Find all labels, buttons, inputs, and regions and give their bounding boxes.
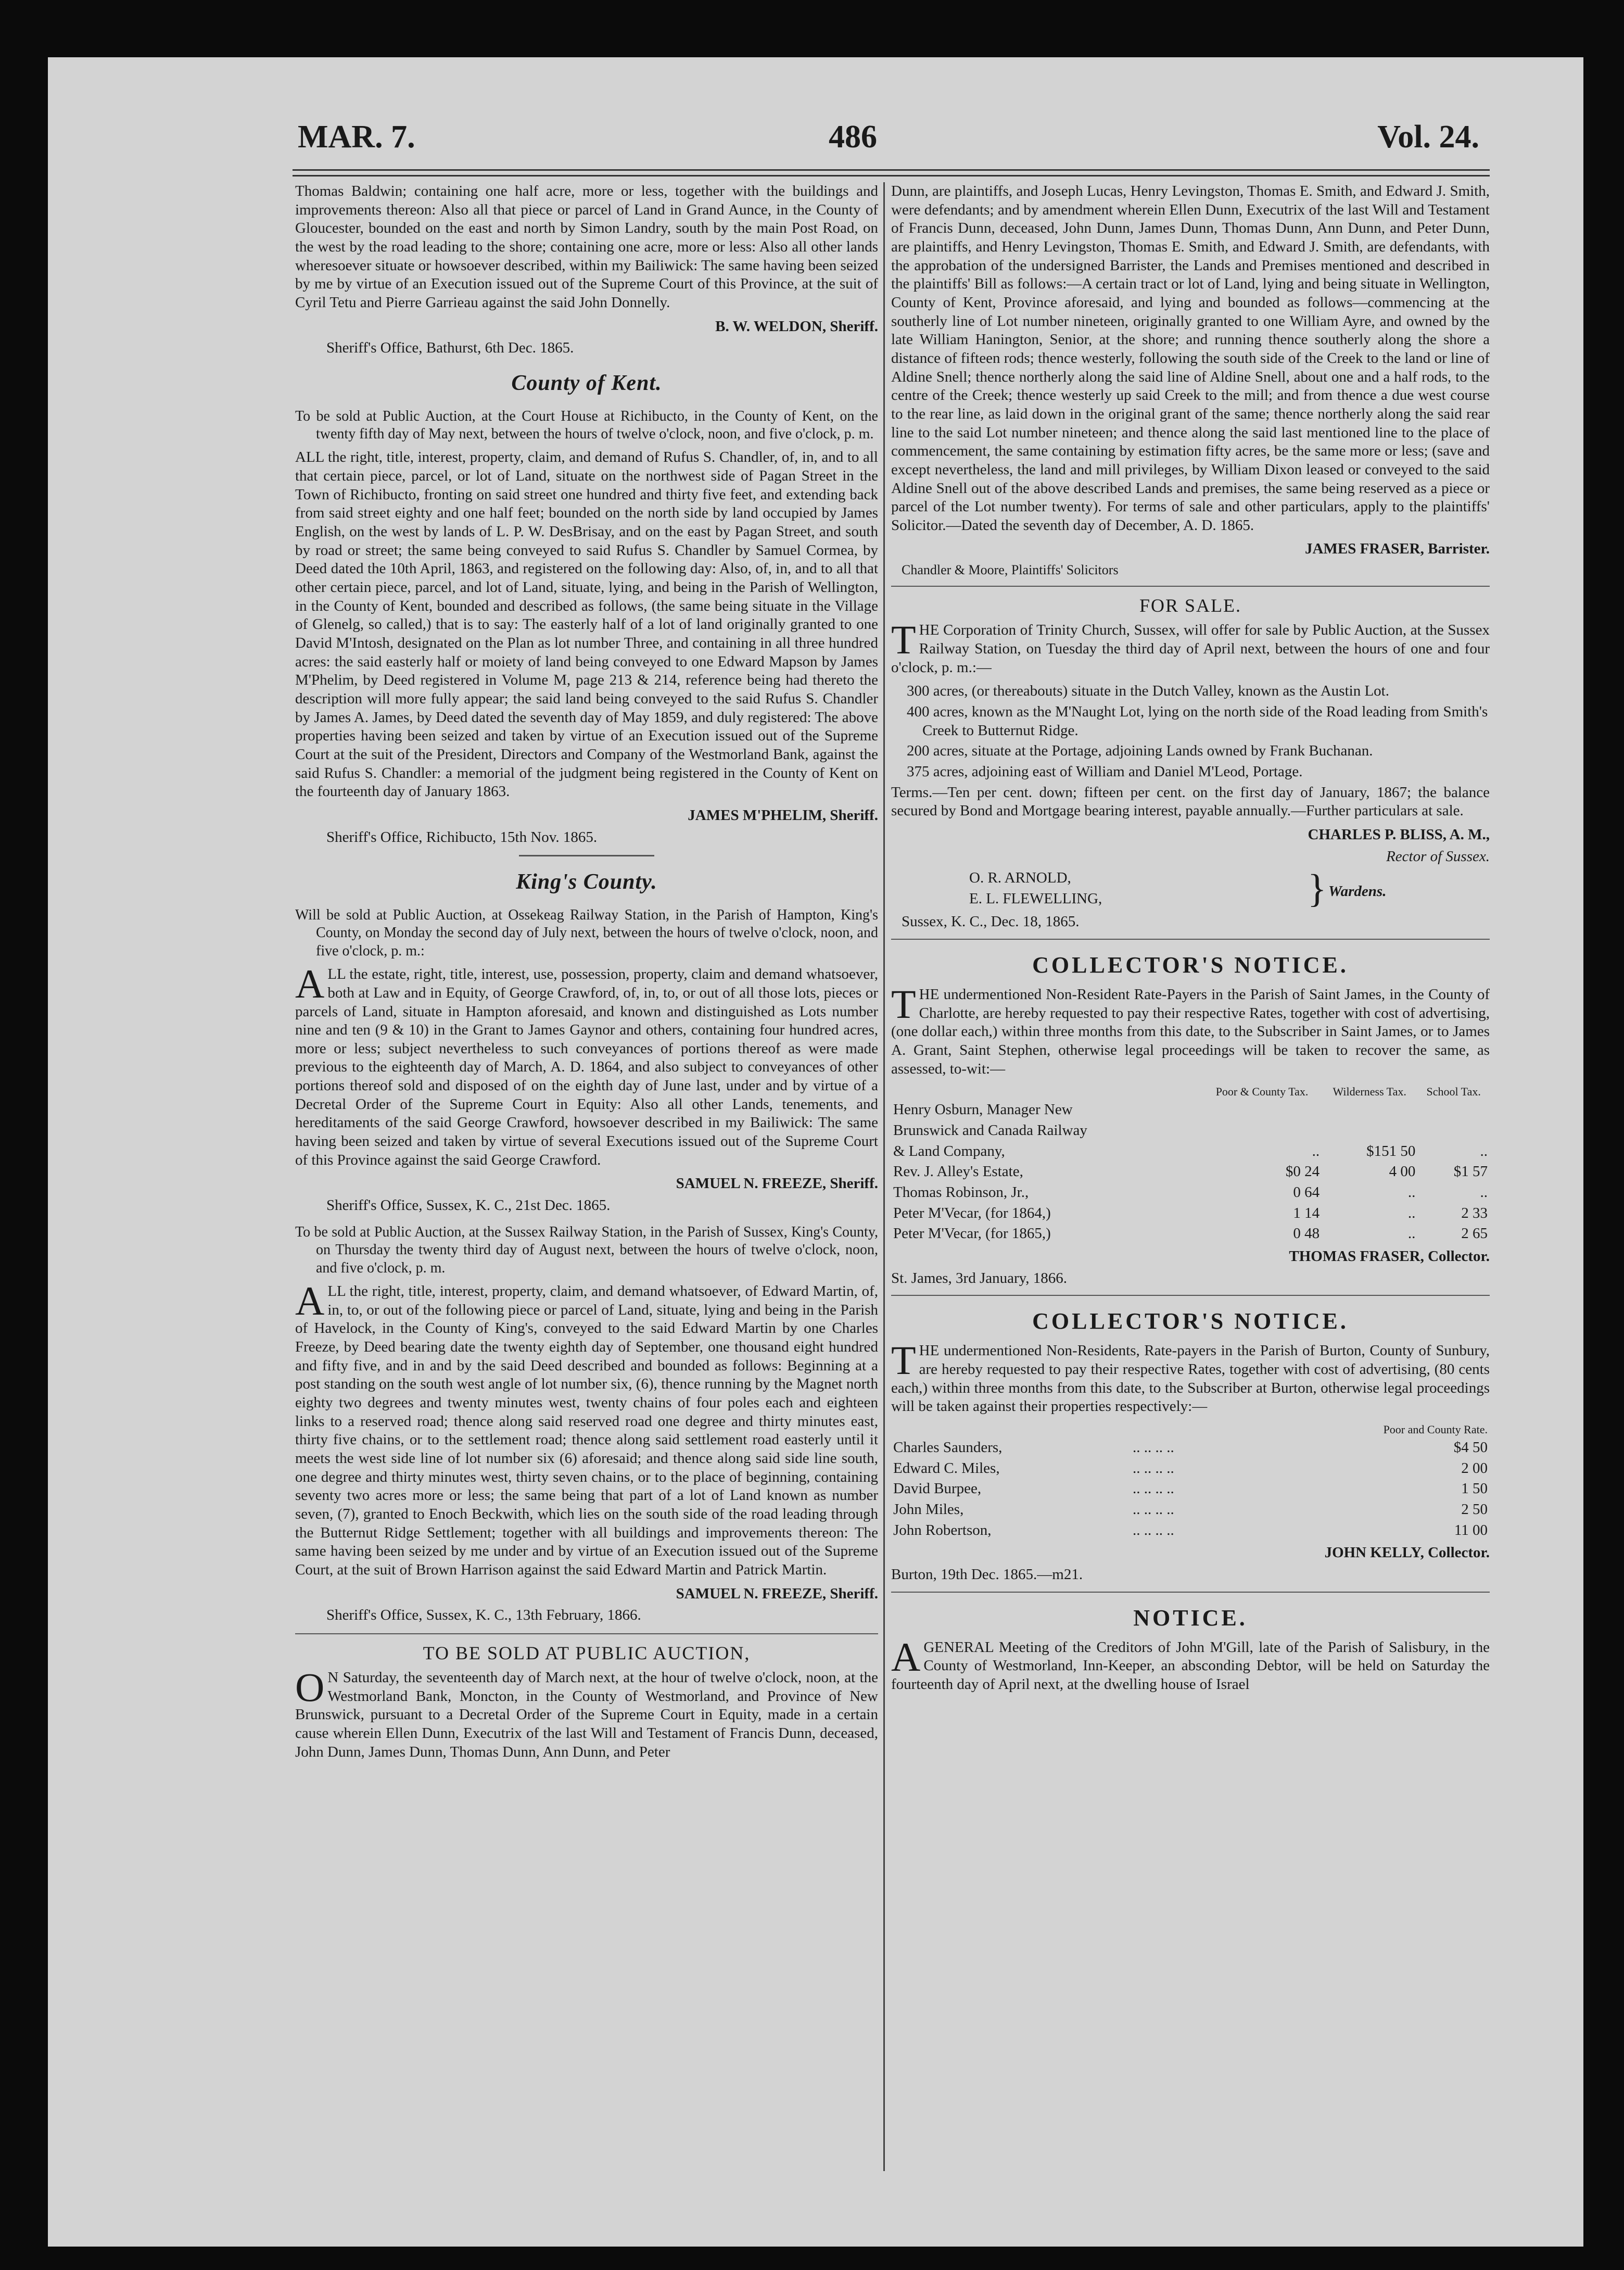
table-cell <box>1417 1120 1490 1141</box>
richibucto-office: Sheriff's Office, Richibucto, 15th Nov. 1865. <box>326 828 598 846</box>
table-cell: 0 48 <box>1293 1225 1320 1242</box>
table-row <box>891 1224 1490 1244</box>
volume-number: Vol. 24. <box>1377 119 1479 155</box>
section-rule <box>295 1633 878 1634</box>
table-cell <box>1322 1120 1417 1141</box>
table-cell: .. .. .. .. <box>1133 1459 1174 1477</box>
table-cell: $4 50 <box>1453 1439 1488 1456</box>
rector-title: Rector of Sussex. <box>1386 848 1490 865</box>
kings-heading: King's County. <box>516 870 657 894</box>
table-cell: 2 65 <box>1461 1225 1488 1242</box>
freeze-signature-1: SAMUEL N. FREEZE, Sheriff. <box>676 1175 878 1192</box>
table-header: Poor and County Rate. <box>1383 1422 1488 1436</box>
wardens-block <box>891 869 1490 913</box>
table-cell <box>1202 1100 1322 1120</box>
section-rule <box>891 1592 1490 1593</box>
collector-notice-heading-1: COLLECTOR'S NOTICE. <box>1032 952 1349 978</box>
section-rule <box>519 855 654 856</box>
table-cell: $0 24 <box>1285 1163 1320 1180</box>
table-cell <box>1417 1100 1490 1120</box>
table-row <box>891 1458 1490 1479</box>
right-column <box>891 182 1490 1699</box>
table-row <box>891 1100 1490 1120</box>
burton-rate-table <box>891 1421 1490 1541</box>
table-cell: & Land Company, <box>893 1142 1005 1159</box>
kings-body-2: ALL the right, title, interest, property, claim, and demand whatsoever, of Edward Martin, of, in, to, or out of the following piece or parcel of Land, situate, lying and being in the Parish of Havelock, in the County of King's, conveyed to the said Edward Martin by one Charles Freeze, by Deed bearing date the twenty eighth day of September, one thousand eight hundred and fifty five, and in and by the said Deed described and bounded as follows: Beginning at a post standing on the south west angle of lot number six, (6), thence running by the Magnet north eighty two degrees and twenty minutes west, twenty chains of four poles each and eighteen links to a reserved road; thence along said reserved road one degree and thirty minutes east, thirty five chains, or to the settlement road; thence along said settlement road easterly until it meets the west side line of lot number six (6) aforesaid; and thence along said side line south, one degree and thirty minutes west, thirty seven chains, or to the place of beginning, containing seventy two acres more or less; the same being that part of a lot of Land known as number seven, (7), granted to Enoch Beckwith, which lies on the south side of the road leading through the Butternut Ridge Settlement; together with all buildings and improvements thereon: The same having been seized by me under and by virtue of an Execution issued out of the Supreme Court, at the suit of Brown Harrison against the said Edward Martin and Patrick Martin. <box>295 1278 878 1578</box>
table-cell: Peter M'Vecar, (for 1865,) <box>893 1225 1051 1242</box>
table-cell: .. .. .. .. <box>1133 1480 1174 1497</box>
sale-lot-3: 200 acres, situate at the Portage, adjoining Lands owned by Frank Buchanan. <box>907 742 1373 760</box>
kent-body: ALL the right, title, interest, property, claim, and demand of Rufus S. Chandler, of, in, and to all that certain piece, parcel, or lot of Land, situate on the northwest side of Pagan Street in the Town of Richibucto, fronting on said street one hundred and thirty five feet, and extending back from said street eighty and one half feet; bounded on the north side by land occupied by James English, on the west by lands of L. P. W. DesBrisay, and on the east by Pagan Street, and south by road or street; the same being conveyed to said Rufus S. Chandler by Samuel Cormea, by Deed dated the 10th April, 1863, and registered on the following day: Also, of, in, and to all that other certain piece, parcel, and lot of Land, situate, lying, and being in the Parish of Wellington, in the County of Kent, bounded and described as follows, (the same being situate in the Village of Glenelg, so called,) that is to say: The easterly half of a lot of land originally granted to one David M'Intosh, designated on the Plan as lot number Three, and containing in all three hundred acres: the said easterly half or moiety of land being conveyed to one Edward Mapson by James M'Phelim, by Deed registered in Volume M, page 213 & 214, reference being had thereto the description will more fully appear; the said land being conveyed to the said Rufus S. Chandler by James A. James, by Deed dated the seventh day of May 1859, and duly registered: The above properties having been seized and taken by virtue of an Execution issued out of the Supreme Court at the suit of the President, Directors and Company of the Westmorland Bank, against the said Rufus S. Chandler: a memorial of the judgment being registered in the County of Kent on the fourteenth day of January 1863. <box>295 449 878 800</box>
weldon-signature: B. W. WELDON, Sheriff. <box>715 318 878 335</box>
table-cell: 1 50 <box>1461 1480 1488 1497</box>
sale-dateline: Sussex, K. C., Dec. 18, 1865. <box>902 913 1080 930</box>
sale-lot-4: 375 acres, adjoining east of William and Daniel M'Leod, Portage. <box>907 763 1303 780</box>
auction-heading: TO BE SOLD AT PUBLIC AUCTION, <box>423 1642 751 1663</box>
table-cell: Brunswick and Canada Railway <box>893 1121 1087 1139</box>
section-rule <box>891 1295 1490 1296</box>
table-row <box>891 1203 1490 1224</box>
for-sale-heading: FOR SALE. <box>1139 595 1242 616</box>
section-rule <box>891 939 1490 940</box>
table-cell: 1 14 <box>1293 1204 1320 1221</box>
table-header-row <box>891 1421 1490 1437</box>
fraser-signature: JAMES FRASER, Barrister. <box>1305 540 1490 558</box>
table-header: Wilderness Tax. <box>1333 1085 1406 1099</box>
collector-notice-body-1: THE undermentioned Non-Resident Rate-Payers in the Parish of Saint James, in the County of Charlotte, are hereby requested to pay their respective Rates, together with cost of advertising, (one dollar each,) within three months from this date, to the Subscriber in Saint James, or to James A. Grant, Saint Stephen, otherwise legal proceedings will be taken to recover the same, as assessed, to-wit:— <box>891 981 1490 1077</box>
table-cell: Thomas Robinson, Jr., <box>893 1183 1029 1201</box>
table-cell: .. <box>1407 1183 1416 1201</box>
table-cell: .. .. .. .. <box>1133 1439 1174 1456</box>
bathurst-office: Sheriff's Office, Bathurst, 6th Dec. 1865. <box>326 339 574 357</box>
table-header-row <box>891 1083 1490 1100</box>
table-row <box>891 1437 1490 1458</box>
newspaper-page <box>48 57 1583 2247</box>
table-row <box>891 1141 1490 1162</box>
table-cell: .. <box>1312 1142 1320 1159</box>
table-cell: $151 50 <box>1366 1142 1416 1159</box>
burton-dateline: Burton, 19th Dec. 1865.—m21. <box>891 1566 1083 1583</box>
table-cell: Peter M'Vecar, (for 1864,) <box>893 1204 1051 1221</box>
header-rule <box>293 169 1490 176</box>
kings-body-1: ALL the estate, right, title, interest, use, possession, property, claim and demand whatsoever, both at Law and in Equity, of George Crawford, of, in, to, or out of all those lots, pieces or parcels of Land, situate in Hampton aforesaid, and known and distinguished as Lots number nine and ten (9 & 10) in the Grant to James Gaynor and others, containing four hundred acres, more or less; subject nevertheless to such conveyances of portions thereof as were made previous to the eighteenth day of March, A. D. 1864, and also subject to conveyances of other portions thereof sold and disposed of on the eighth day of June last, under and by virtue of a Decretal Order of the Supreme Court in Equity: Also all other Lands, tenements, and hereditaments of the said George Crawford, howsoever described in my Bailiwick: The same having been seized and taken by virtue of several Executions issued out of the Supreme Court of this Province against the said George Crawford. <box>295 961 878 1168</box>
table-cell: .. <box>1407 1225 1416 1242</box>
wardens-label: Wardens. <box>1328 883 1387 900</box>
table-header: Poor & County Tax. <box>1215 1085 1309 1099</box>
thomas-fraser-signature: THOMAS FRASER, Collector. <box>1289 1247 1490 1265</box>
section-rule <box>891 586 1490 587</box>
table-row <box>891 1499 1490 1520</box>
solicitors-line: Chandler & Moore, Plaintiffs' Solicitors <box>902 562 1119 578</box>
column-divider <box>883 182 885 2171</box>
table-row <box>891 1520 1490 1541</box>
table-cell: Rev. J. Alley's Estate, <box>893 1163 1023 1180</box>
issue-date: MAR. 7. <box>298 119 415 155</box>
table-cell: .. .. .. .. <box>1133 1521 1174 1538</box>
table-header: School Tax. <box>1426 1085 1481 1099</box>
sussex-office-1: Sheriff's Office, Sussex, K. C., 21st Dec. 1865. <box>326 1197 611 1214</box>
page-number: 486 <box>829 119 877 155</box>
table-cell: 2 00 <box>1461 1459 1488 1477</box>
table-cell: Charles Saunders, <box>893 1439 1003 1456</box>
freeze-signature-2: SAMUEL N. FREEZE, Sheriff. <box>676 1585 878 1602</box>
kings-intro-1: Will be sold at Public Auction, at Ossekeag Railway Station, in the Parish of Hampton, King's County, on Monday the second day of July next, between the hours of twelve o'clock, noon, and five o'clock, p. m.: <box>295 906 878 959</box>
rector-name: CHARLES P. BLISS, A. M., <box>1308 826 1490 843</box>
kings-intro-2: To be sold at Public Auction, at the Sussex Railway Station, in the Parish of Sussex, King's County, on Thursday the twenty third day of August next, between the hours of twelve o'clock, noon, and five o'clock, p. m. <box>295 1224 878 1276</box>
collector-notice-body-2: THE undermentioned Non-Residents, Rate-payers in the Parish of Burton, County of Sunbury, are hereby requested to pay their respective Rates, together with cost of advertising, (80 cents each,) within three months from this date, to the Subscriber at Burton, otherwise legal proceedings will be taken against their properties respectively:— <box>891 1338 1490 1415</box>
table-cell: .. <box>1480 1183 1488 1201</box>
collector-notice-heading-2: COLLECTOR'S NOTICE. <box>1032 1308 1349 1334</box>
table-row <box>891 1120 1490 1141</box>
notice-body: AGENERAL Meeting of the Creditors of John M'Gill, late of the Parish of Salisbury, in the County of Westmorland, Inn-Keeper, an absconding Debtor, will be held on Saturday the fourteenth day of April next, at the dwelling house of Israel <box>891 1634 1490 1693</box>
kent-heading: County of Kent. <box>511 371 662 395</box>
table-cell: 11 00 <box>1454 1521 1488 1538</box>
table-cell: Edward C. Miles, <box>893 1459 1000 1477</box>
table-cell: 4 00 <box>1389 1163 1416 1180</box>
warden-flewelling: E. L. FLEWELLING, <box>969 890 1102 907</box>
brace-icon: } <box>1308 867 1327 911</box>
sale-terms: Terms.—Ten per cent. down; fifteen per cent. on the first day of January, 1867; the balance secured by Bond and Mortgage bearing interest, payable annually.—Further particulars at sale. <box>891 784 1490 819</box>
table-cell: 0 64 <box>1293 1183 1320 1201</box>
table-cell: John Miles, <box>893 1500 964 1518</box>
gloucester-notice-text: Thomas Baldwin; containing one half acre, more or less, together with the buildings and improvements thereon: Also all that piece or parcel of Land in Grand Aunce, in the County of Gloucester, bounded on the east and north by Simon Landry, south by the main Post Road, on the west by the road leading to the shore; containing one acre, more or less: Also all other lands wheresoever situate or howsoever described, within my Bailiwick: The same having been seized by me by virtue of an Execution issued out of the Supreme Court of this Province, at the suit of Cyril Tetu and Pierre Garrieau against the said John Donnelly. <box>295 183 878 311</box>
table-cell <box>1322 1100 1417 1120</box>
table-cell: 2 33 <box>1461 1204 1488 1221</box>
table-row <box>891 1182 1490 1203</box>
table-cell: $1 57 <box>1453 1163 1488 1180</box>
table-cell: Henry Osburn, Manager New <box>893 1101 1073 1118</box>
table-cell: David Burpee, <box>893 1480 982 1497</box>
notice-heading: NOTICE. <box>1133 1605 1248 1631</box>
saint-james-tax-table <box>891 1083 1490 1244</box>
table-cell <box>1202 1120 1322 1141</box>
table-cell: John Robertson, <box>893 1521 992 1538</box>
table-cell: 2 50 <box>1461 1500 1488 1518</box>
for-sale-intro: THE Corporation of Trinity Church, Sussex, will offer for sale by Public Auction, at the Sussex Railway Station, on Tuesday the third day of April next, between the hours of one and four o'clock, p. m.:— <box>891 617 1490 676</box>
warden-arnold: O. R. ARNOLD, <box>969 869 1071 887</box>
table-row <box>891 1479 1490 1499</box>
sale-lot-1: 300 acres, (or thereabouts) situate in the Dutch Valley, known as the Austin Lot. <box>907 683 1389 700</box>
sale-lot-2: 400 acres, known as the M'Naught Lot, lying on the north side of the Road leading from Smith's Creek to Butternut Ridge. <box>907 703 1488 739</box>
table-cell: .. <box>1480 1142 1488 1159</box>
left-column <box>295 182 878 1767</box>
st-james-dateline: St. James, 3rd January, 1866. <box>891 1269 1068 1287</box>
table-cell: .. <box>1407 1204 1416 1221</box>
mphelim-signature: JAMES M'PHELIM, Sheriff. <box>688 806 878 824</box>
kelly-signature: JOHN KELLY, Collector. <box>1324 1544 1490 1561</box>
dunn-continued-body: Dunn, are plaintiffs, and Joseph Lucas, Henry Levingston, Thomas E. Smith, and Edward J. Smith, were defendants; and by amendment wherein Ellen Dunn, Executrix of the last Will and Testament of Francis Dunn, deceased, John Dunn, James Dunn, Thomas Dunn, Ann Dunn, and Peter Dunn, are plaintiffs, and Henry Levingston, Thomas E. Smith, and Edward J. Smith, are defendants, with the approbation of the undersigned Barrister, the Lands and Premises mentioned and described in the plaintiffs' Bill as follows:—A certain tract or lot of Land, lying and being situate in Wellington, County of Kent, Province aforesaid, and lying and bounded as follows—commencing at the southerly line of Lot number nineteen, originally granted to one William Ayre, and owned by the late William Hanington, Senior, at the shore; and running thence southerly along the shore a distance of fifteen rods; thence westerly, following the south side of the Creek to the land or line of Aldine Snell; thence northerly along the said line of Aldine Snell, about one and a half rods, to the centre of the Creek; thence westerly up said Creek to the mill; and from thence a due west course to the rear line, as laid down in the original grant of the same; thence northerly along the said rear line to the said Lot number nineteen; and thence along the said last mentioned line to the place of commencement, the same containing by estimation fifty acres, be the same more or less; (save and except nevertheless, the land and mill privileges, by William Dixon leased or conveyed to the said Aldine Snell out of the above described Lands and premises, the same being reserved as a piece or parcel of the Lot number twenty). For terms of sale and other particulars, apply to the plaintiffs' Solicitor.—Dated the seventh day of December, A. D. 1865. <box>891 183 1490 534</box>
auction-body: ON Saturday, the seventeenth day of March next, at the hour of twelve o'clock, noon, at the Westmorland Bank, Moncton, in the County of Westmorland, and Province of New Brunswick, pursuant to a Decretal Order of the Supreme Court in Equity, made in a certain cause wherein Ellen Dunn, Executrix of the last Will and Testament of Francis Dunn, deceased, John Dunn, James Dunn, Thomas Dunn, Ann Dunn, and Peter <box>295 1664 878 1760</box>
kent-intro: To be sold at Public Auction, at the Court House at Richibucto, in the County of Kent, on the twenty fifth day of May next, between the hours of twelve o'clock, noon, and five o'clock, p. m. <box>295 408 878 442</box>
table-cell: .. .. .. .. <box>1133 1500 1174 1518</box>
sussex-office-2: Sheriff's Office, Sussex, K. C., 13th February, 1866. <box>326 1607 641 1624</box>
table-row <box>891 1162 1490 1182</box>
